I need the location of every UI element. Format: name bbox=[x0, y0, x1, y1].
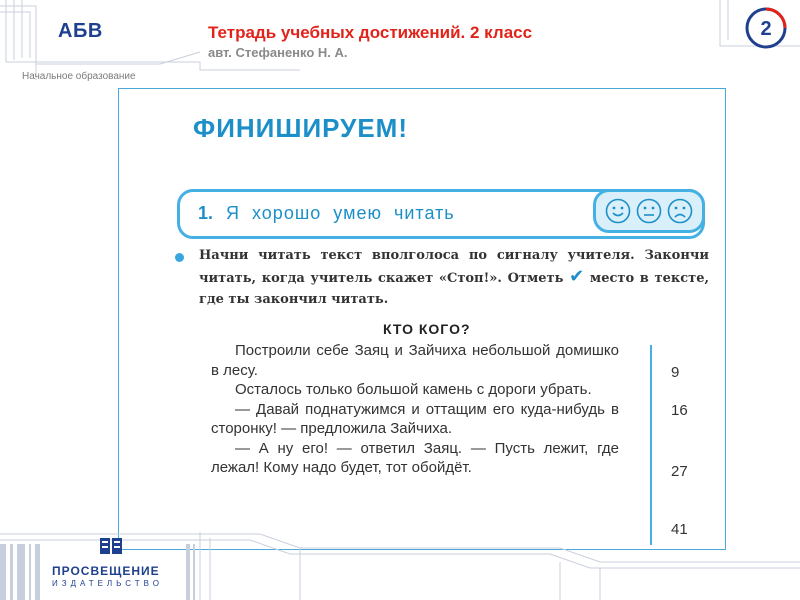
word-count: 16 bbox=[671, 402, 688, 419]
smile-icon[interactable] bbox=[605, 198, 631, 224]
story-paragraph: — А ну его! — ответил Заяц. — Пусть лежит, где лежал! Кому надо будет, тот обойдёт. bbox=[211, 439, 619, 476]
checkmark-icon: ✔ bbox=[569, 266, 585, 287]
task-instruction bbox=[199, 245, 709, 310]
publisher-emblem-icon bbox=[98, 534, 124, 558]
task-number: 1. bbox=[198, 203, 214, 223]
word-count-divider bbox=[650, 345, 652, 545]
brand-subtitle: Начальное образование bbox=[22, 71, 136, 82]
document-title: Тетрадь учебных достижений. 2 класс bbox=[208, 23, 533, 42]
instruction-text-1: Начни читать текст вполголоса по сигналу учителя. Закончи читать, когда учитель скажет «Стоп!». Отметь bbox=[199, 248, 709, 286]
seal-logo-icon bbox=[744, 6, 788, 50]
brand-logo: АБВ bbox=[58, 20, 103, 42]
word-count: 27 bbox=[671, 463, 688, 480]
story-paragraph: Осталось только большой камень с дороги убрать. bbox=[235, 381, 592, 398]
document-author: авт. Стефаненко Н. А. bbox=[208, 45, 348, 60]
task-title: Я хорошо умею читать bbox=[226, 203, 455, 223]
word-count: 41 bbox=[671, 521, 688, 538]
story-paragraph: — Давай поднатужимся и оттащим его куда-нибудь в сторонку! — предложила Зайчиха. bbox=[211, 400, 619, 437]
story-title: КТО КОГО? bbox=[383, 321, 471, 337]
story-paragraph: Построили себе Заяц и Зайчиха небольшой домишко в лесу. bbox=[211, 342, 619, 379]
section-title: ФИНИШИРУЕМ! bbox=[193, 113, 408, 143]
svg-text:2: 2 bbox=[760, 18, 772, 40]
publisher-name: ПРОСВЕЩЕНИЕ bbox=[52, 564, 160, 578]
neutral-icon[interactable] bbox=[636, 198, 662, 224]
publisher-subtitle: ИЗДАТЕЛЬСТВО bbox=[52, 579, 163, 588]
bullet-icon bbox=[175, 253, 184, 262]
self-assessment-faces bbox=[593, 189, 705, 233]
instruction-text-2: место в тексте, где ты закончил читать. bbox=[199, 271, 709, 307]
workbook-page bbox=[118, 88, 726, 550]
task-header bbox=[177, 189, 705, 239]
story-text bbox=[211, 341, 619, 478]
sad-icon[interactable] bbox=[667, 198, 693, 224]
word-count: 9 bbox=[671, 364, 680, 381]
